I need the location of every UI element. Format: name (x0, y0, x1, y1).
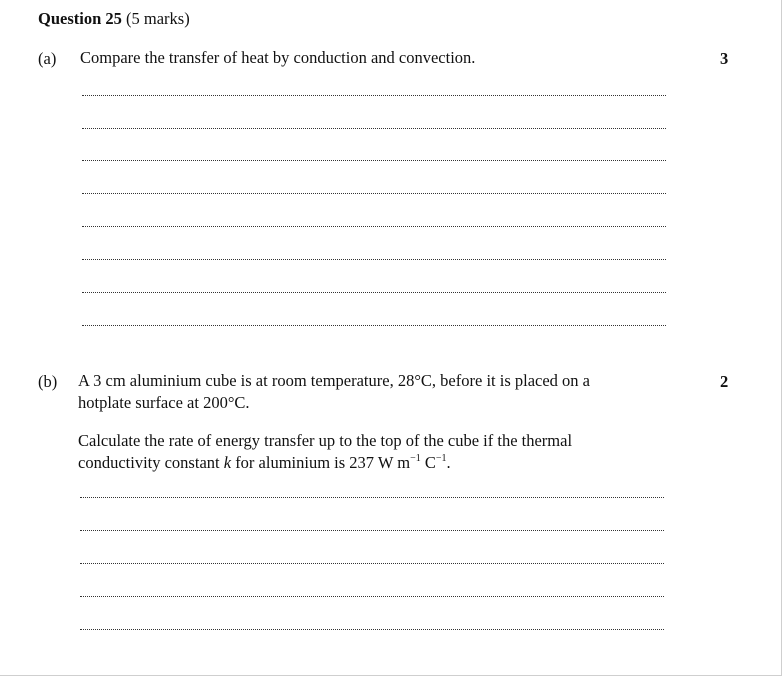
unit-exp-1: −1 (410, 452, 421, 464)
constant-k: k (223, 453, 232, 472)
calc-pre: conductivity constant (78, 453, 224, 472)
question-heading (38, 9, 190, 29)
part-a-label: (a) (38, 49, 57, 68)
answer-line-a-1[interactable] (82, 95, 666, 96)
calc-line-2 (78, 452, 572, 474)
answer-line-a-7[interactable] (82, 292, 666, 293)
answer-line-b-4[interactable] (80, 596, 664, 597)
answer-line-b-3[interactable] (80, 563, 664, 564)
answer-line-b-5[interactable] (80, 629, 664, 630)
part-b-line-2: hotplate surface at 200°C. (78, 393, 250, 412)
unit-exp-2: −1 (435, 452, 447, 464)
part-b-line-1: A 3 cm aluminium cube is at room temperature, 28°C, before it is placed on a (78, 371, 590, 390)
question-marks: (5 marks) (126, 9, 190, 28)
answer-line-a-8[interactable] (82, 325, 666, 326)
question-label: Question 25 (38, 9, 122, 28)
unit-c: C (420, 453, 436, 472)
calc-line-1: Calculate the rate of energy transfer up to the top of the cube if the thermal (78, 431, 573, 450)
calc-mid: for aluminium is 237 W m (231, 453, 411, 472)
answer-line-a-5[interactable] (82, 226, 666, 227)
answer-line-b-2[interactable] (80, 530, 664, 531)
part-a-marks: 3 (720, 49, 729, 68)
answer-line-a-3[interactable] (82, 160, 666, 161)
part-b-question (78, 370, 590, 414)
answer-line-a-2[interactable] (82, 128, 666, 129)
part-b-calculation (78, 430, 572, 474)
answer-line-b-1[interactable] (80, 497, 664, 498)
part-b-label: (b) (38, 372, 58, 391)
answer-line-a-6[interactable] (82, 259, 666, 260)
part-b-marks: 2 (720, 372, 729, 391)
calc-end: . (446, 453, 451, 472)
part-a-question: Compare the transfer of heat by conduction and convection. (80, 48, 476, 67)
answer-line-a-4[interactable] (82, 193, 666, 194)
